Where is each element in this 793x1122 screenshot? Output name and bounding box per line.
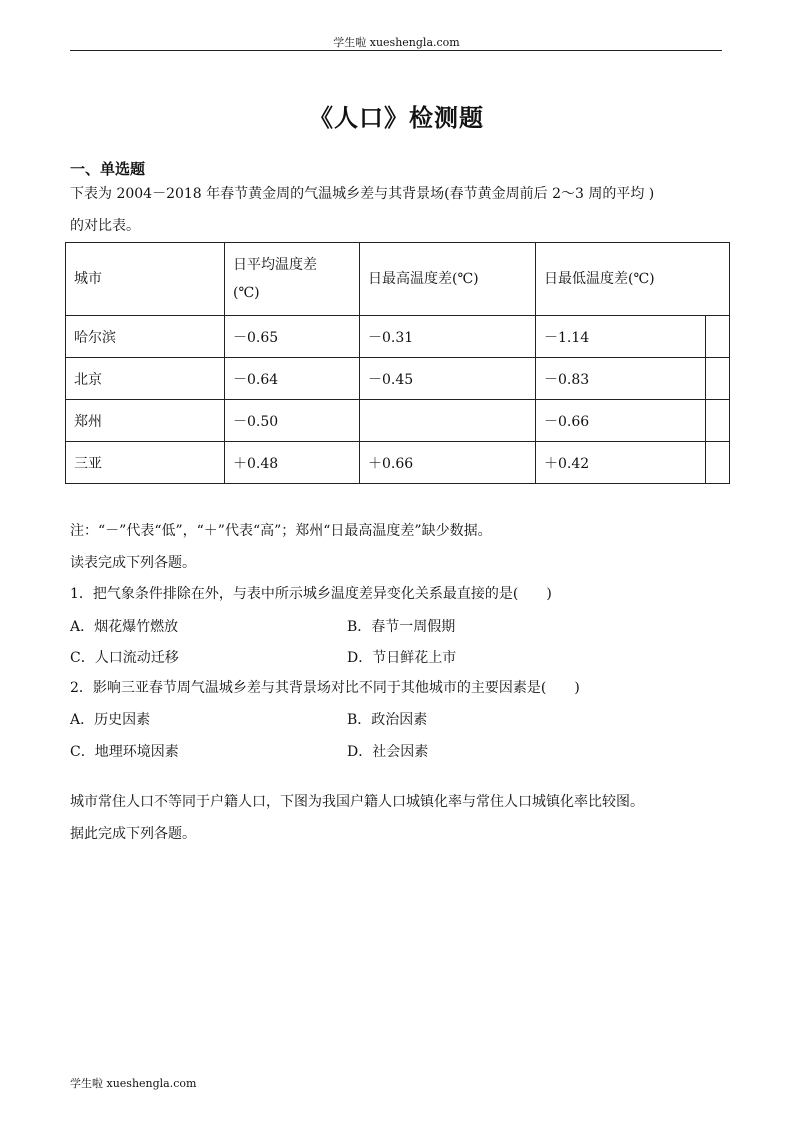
cell-empty bbox=[706, 316, 730, 358]
table-row bbox=[66, 442, 730, 484]
header-max-diff: 日最高温度差(℃) bbox=[360, 243, 536, 316]
question-2-stem: 2．影响三亚春节周气温城乡差与其背景场对比不同于其他城市的主要因素是( ) bbox=[70, 680, 580, 696]
temperature-table bbox=[65, 242, 730, 484]
q2-option-a[interactable]: A．历史因素 bbox=[70, 712, 151, 728]
table-row bbox=[66, 358, 730, 400]
table-row bbox=[66, 316, 730, 358]
table-note: 注：“－”代表“低”，“＋”代表“高”；郑州“日最高温度差”缺少数据。 bbox=[70, 523, 492, 539]
passage-2-line-1: 城市常住人口不等同于户籍人口，下图为我国户籍人口城镇化率与常住人口城镇化率比较图。 bbox=[70, 794, 644, 810]
cell-city: 北京 bbox=[66, 358, 225, 400]
instruction-text: 读表完成下列各题。 bbox=[70, 555, 196, 571]
table-header-row bbox=[66, 243, 730, 316]
cell-avg-diff: ＋0.48 bbox=[225, 442, 360, 484]
header-avg-diff-label: 日平均温度差 bbox=[233, 257, 317, 273]
cell-min-diff: －0.66 bbox=[536, 400, 706, 442]
cell-max-diff: －0.31 bbox=[360, 316, 536, 358]
q1-option-b[interactable]: B．春节一周假期 bbox=[347, 619, 456, 635]
cell-max-diff: ＋0.66 bbox=[360, 442, 536, 484]
cell-avg-diff: －0.50 bbox=[225, 400, 360, 442]
cell-empty bbox=[706, 442, 730, 484]
page-header: 学生啦 xueshengla.com bbox=[333, 36, 460, 49]
cell-city: 郑州 bbox=[66, 400, 225, 442]
passage-2-line-2: 据此完成下列各题。 bbox=[70, 826, 196, 842]
question-1-stem: 1．把气象条件排除在外，与表中所示城乡温度差异变化关系最直接的是( ) bbox=[70, 586, 552, 602]
document-title: 《人口》检测题 bbox=[309, 103, 484, 132]
cell-min-diff: ＋0.42 bbox=[536, 442, 706, 484]
table-row bbox=[66, 400, 730, 442]
section-heading: 一、单选题 bbox=[70, 160, 146, 178]
q1-option-d[interactable]: D．节日鲜花上市 bbox=[347, 650, 457, 666]
q1-option-c[interactable]: C．人口流动迁移 bbox=[70, 650, 179, 666]
page-footer: 学生啦 xueshengla.com bbox=[70, 1077, 197, 1090]
q2-option-d[interactable]: D．社会因素 bbox=[347, 744, 429, 760]
cell-avg-diff: －0.64 bbox=[225, 358, 360, 400]
header-rule bbox=[70, 50, 722, 51]
cell-empty bbox=[706, 400, 730, 442]
header-min-diff: 日最低温度差(℃) bbox=[536, 243, 730, 316]
cell-max-diff bbox=[360, 400, 536, 442]
cell-empty bbox=[706, 358, 730, 400]
cell-min-diff: －0.83 bbox=[536, 358, 706, 400]
cell-city: 三亚 bbox=[66, 442, 225, 484]
cell-min-diff: －1.14 bbox=[536, 316, 706, 358]
header-avg-diff bbox=[225, 243, 360, 316]
header-avg-diff-unit: (℃) bbox=[233, 285, 260, 301]
header-city: 城市 bbox=[66, 243, 225, 316]
cell-max-diff: －0.45 bbox=[360, 358, 536, 400]
q2-option-b[interactable]: B．政治因素 bbox=[347, 712, 428, 728]
cell-avg-diff: －0.65 bbox=[225, 316, 360, 358]
q1-option-a[interactable]: A．烟花爆竹燃放 bbox=[70, 619, 179, 635]
q2-option-c[interactable]: C．地理环境因素 bbox=[70, 744, 179, 760]
cell-city: 哈尔滨 bbox=[66, 316, 225, 358]
intro-line-1: 下表为 2004－2018 年春节黄金周的气温城乡差与其背景场(春节黄金周前后 2～3 周的平均 ) bbox=[70, 186, 655, 202]
intro-line-2: 的对比表。 bbox=[70, 218, 140, 234]
